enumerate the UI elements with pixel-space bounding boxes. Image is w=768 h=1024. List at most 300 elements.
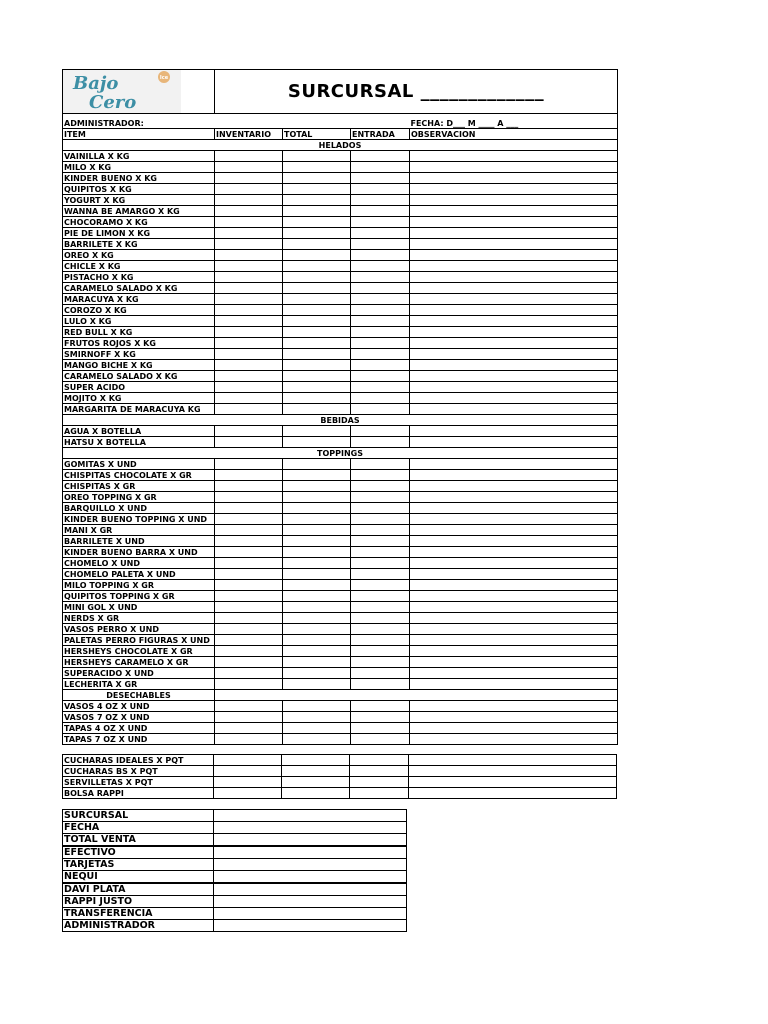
total-cell[interactable] [283, 239, 351, 250]
item-label: OREO TOPPING X GR [63, 492, 215, 503]
total-cell[interactable] [283, 470, 351, 481]
inventario-cell[interactable] [215, 613, 283, 624]
table-row [63, 371, 618, 382]
observacion-cell[interactable] [410, 701, 618, 712]
observacion-cell[interactable] [410, 580, 618, 591]
table-row [63, 305, 618, 316]
observacion-cell[interactable] [409, 766, 617, 777]
table-row [63, 657, 618, 668]
total-cell[interactable] [283, 327, 351, 338]
item-label: KINDER BUENO BARRA X UND [63, 547, 215, 558]
total-cell[interactable] [283, 492, 351, 503]
inventario-cell[interactable] [215, 151, 283, 162]
observacion-cell[interactable] [410, 404, 618, 415]
total-cell[interactable] [282, 755, 350, 766]
inventario-cell[interactable] [215, 283, 283, 294]
entrada-cell[interactable] [351, 316, 410, 327]
total-cell[interactable] [283, 382, 351, 393]
inventario-cell[interactable] [215, 536, 283, 547]
item-label: MARGARITA DE MARACUYA KG [63, 404, 215, 415]
entrada-cell[interactable] [351, 470, 410, 481]
total-cell[interactable] [283, 701, 351, 712]
item-label: CHISPITAS X GR [63, 481, 215, 492]
summary-value-cell[interactable] [214, 859, 407, 871]
entrada-cell[interactable] [351, 657, 410, 668]
total-cell[interactable] [283, 294, 351, 305]
item-label: TAPAS 4 OZ X UND [63, 723, 215, 734]
table-row [63, 404, 618, 415]
col-total: TOTAL [283, 129, 351, 140]
total-cell[interactable] [282, 777, 350, 788]
entrada-cell[interactable] [351, 195, 410, 206]
total-cell[interactable] [283, 305, 351, 316]
total-cell[interactable] [283, 360, 351, 371]
observacion-cell[interactable] [410, 228, 618, 239]
total-cell[interactable] [283, 503, 351, 514]
bajo-cero-logo [63, 70, 214, 113]
observacion-cell[interactable] [410, 635, 618, 646]
inventario-cell[interactable] [214, 788, 282, 799]
summary-row [63, 822, 407, 834]
inventario-cell[interactable] [215, 371, 283, 382]
entrada-cell[interactable] [351, 349, 410, 360]
inventario-cell[interactable] [215, 338, 283, 349]
total-cell[interactable] [283, 723, 351, 734]
total-cell[interactable] [283, 206, 351, 217]
inventario-cell[interactable] [214, 755, 282, 766]
inventario-cell[interactable] [215, 195, 283, 206]
observacion-cell[interactable] [410, 547, 618, 558]
observacion-cell[interactable] [410, 250, 618, 261]
entrada-cell[interactable] [351, 261, 410, 272]
inventario-cell[interactable] [215, 327, 283, 338]
inventario-cell[interactable] [215, 602, 283, 613]
inventario-cell[interactable] [215, 261, 283, 272]
table-row [63, 162, 618, 173]
table-row [63, 437, 618, 448]
total-cell[interactable] [283, 536, 351, 547]
inventario-cell[interactable] [215, 239, 283, 250]
entrada-cell[interactable] [351, 712, 410, 723]
inventario-cell[interactable] [215, 382, 283, 393]
observacion-cell[interactable] [410, 360, 618, 371]
entrada-cell[interactable] [351, 327, 410, 338]
table-row [63, 492, 618, 503]
observacion-cell[interactable] [410, 679, 618, 690]
entrada-cell[interactable] [350, 755, 409, 766]
total-cell[interactable] [283, 283, 351, 294]
inventario-cell[interactable] [215, 228, 283, 239]
total-cell[interactable] [283, 272, 351, 283]
total-cell[interactable] [283, 668, 351, 679]
item-label: VASOS 4 OZ X UND [63, 701, 215, 712]
total-cell[interactable] [283, 602, 351, 613]
date-label: FECHA: D___ M ____ A ___ [410, 114, 618, 129]
total-cell[interactable] [283, 547, 351, 558]
entrada-cell[interactable] [351, 459, 410, 470]
summary-value-cell[interactable] [214, 908, 407, 920]
inventario-cell[interactable] [215, 679, 283, 690]
entrada-cell[interactable] [351, 162, 410, 173]
observacion-cell[interactable] [410, 569, 618, 580]
inventario-cell[interactable] [215, 459, 283, 470]
total-cell[interactable] [283, 591, 351, 602]
total-cell[interactable] [283, 173, 351, 184]
inventario-cell[interactable] [215, 305, 283, 316]
total-cell[interactable] [283, 734, 351, 745]
entrada-cell[interactable] [351, 547, 410, 558]
observacion-cell[interactable] [409, 788, 617, 799]
observacion-cell[interactable] [410, 294, 618, 305]
summary-value-cell[interactable] [214, 871, 407, 884]
inventario-cell[interactable] [215, 569, 283, 580]
total-cell[interactable] [283, 657, 351, 668]
inventario-cell[interactable] [215, 558, 283, 569]
observacion-cell[interactable] [409, 755, 617, 766]
observacion-cell[interactable] [409, 777, 617, 788]
entrada-cell[interactable] [351, 679, 410, 690]
observacion-cell[interactable] [410, 151, 618, 162]
inventario-cell[interactable] [215, 646, 283, 657]
total-cell[interactable] [283, 459, 351, 470]
observacion-cell[interactable] [410, 327, 618, 338]
inventario-cell[interactable] [215, 525, 283, 536]
total-cell[interactable] [283, 195, 351, 206]
observacion-cell[interactable] [410, 536, 618, 547]
table-row [63, 184, 618, 195]
inventario-cell[interactable] [215, 503, 283, 514]
observacion-cell[interactable] [410, 613, 618, 624]
observacion-cell[interactable] [410, 668, 618, 679]
observacion-cell[interactable] [410, 338, 618, 349]
total-cell[interactable] [283, 558, 351, 569]
inventario-cell[interactable] [215, 184, 283, 195]
total-cell[interactable] [283, 393, 351, 404]
inventario-cell[interactable] [215, 547, 283, 558]
entrada-cell[interactable] [351, 151, 410, 162]
inventario-cell[interactable] [215, 624, 283, 635]
sales-summary-table [62, 809, 407, 932]
total-cell[interactable] [283, 426, 351, 437]
inventario-cell[interactable] [215, 360, 283, 371]
logo-badge: Ice [159, 75, 169, 81]
summary-label: NEQUI [63, 871, 214, 884]
total-cell[interactable] [283, 712, 351, 723]
summary-value-cell[interactable] [214, 846, 407, 859]
inventario-cell[interactable] [215, 668, 283, 679]
total-cell[interactable] [283, 162, 351, 173]
table-row [63, 426, 618, 437]
table-row [63, 602, 618, 613]
item-label: VAINILLA X KG [63, 151, 215, 162]
observacion-cell[interactable] [410, 272, 618, 283]
inventario-cell[interactable] [214, 777, 282, 788]
entrada-cell[interactable] [351, 360, 410, 371]
table-row [63, 580, 618, 591]
observacion-cell[interactable] [410, 371, 618, 382]
entrada-cell[interactable] [351, 580, 410, 591]
item-label: CHOCORAMO X KG [63, 217, 215, 228]
item-label: CUCHARAS IDEALES X PQT [63, 755, 214, 766]
inventario-cell[interactable] [215, 470, 283, 481]
item-label: MANGO BICHE X KG [63, 360, 215, 371]
observacion-cell[interactable] [410, 503, 618, 514]
total-cell[interactable] [283, 437, 351, 448]
summary-value-cell[interactable] [214, 822, 407, 834]
inventario-cell[interactable] [215, 173, 283, 184]
table-row [63, 536, 618, 547]
total-cell[interactable] [283, 404, 351, 415]
table-row [63, 206, 618, 217]
observacion-cell[interactable] [410, 712, 618, 723]
observacion-cell[interactable] [410, 525, 618, 536]
entrada-cell[interactable] [351, 426, 410, 437]
observacion-cell[interactable] [410, 173, 618, 184]
entrada-cell[interactable] [351, 514, 410, 525]
summary-value-cell[interactable] [214, 896, 407, 908]
table-row [63, 777, 617, 788]
section-header-toppings [63, 448, 618, 459]
summary-value-cell[interactable] [214, 834, 407, 847]
item-label: AGUA X BOTELLA [63, 426, 215, 437]
summary-label: TOTAL VENTA [63, 834, 214, 847]
observacion-cell[interactable] [410, 261, 618, 272]
table-row [63, 624, 618, 635]
entrada-cell[interactable] [351, 239, 410, 250]
col-observacion: OBSERVACION [410, 129, 618, 140]
entrada-cell[interactable] [351, 525, 410, 536]
total-cell[interactable] [283, 514, 351, 525]
entrada-cell[interactable] [350, 766, 409, 777]
observacion-cell[interactable] [410, 723, 618, 734]
table-row [63, 558, 618, 569]
observacion-cell[interactable] [410, 437, 618, 448]
entrada-cell[interactable] [351, 481, 410, 492]
total-cell[interactable] [282, 788, 350, 799]
observacion-cell[interactable] [410, 206, 618, 217]
inventario-cell[interactable] [214, 766, 282, 777]
inventario-cell[interactable] [215, 481, 283, 492]
item-label: QUIPITOS TOPPING X GR [63, 591, 215, 602]
inventario-cell[interactable] [215, 349, 283, 360]
inventario-cell[interactable] [215, 635, 283, 646]
observacion-cell[interactable] [410, 162, 618, 173]
observacion-cell[interactable] [410, 305, 618, 316]
entrada-cell[interactable] [351, 250, 410, 261]
inventario-cell[interactable] [215, 217, 283, 228]
observacion-cell[interactable] [410, 283, 618, 294]
item-label: VASOS 7 OZ X UND [63, 712, 215, 723]
inventario-cell[interactable] [215, 404, 283, 415]
inventario-cell[interactable] [215, 701, 283, 712]
table-row [63, 547, 618, 558]
entrada-cell[interactable] [351, 492, 410, 503]
table-row [63, 261, 618, 272]
inventario-cell[interactable] [215, 250, 283, 261]
inventario-cell[interactable] [215, 492, 283, 503]
entrada-cell[interactable] [351, 173, 410, 184]
inventario-cell[interactable] [215, 514, 283, 525]
observacion-cell[interactable] [410, 195, 618, 206]
section-title: HELADOS [63, 140, 618, 151]
total-cell[interactable] [283, 338, 351, 349]
entrada-cell[interactable] [351, 503, 410, 514]
item-label: BARRILETE X KG [63, 239, 215, 250]
observacion-cell[interactable] [410, 514, 618, 525]
observacion-cell[interactable] [410, 316, 618, 327]
table-row [63, 195, 618, 206]
item-label: COROZO X KG [63, 305, 215, 316]
total-cell[interactable] [283, 228, 351, 239]
inventario-cell[interactable] [215, 591, 283, 602]
observacion-cell[interactable] [410, 184, 618, 195]
total-cell[interactable] [283, 580, 351, 591]
observacion-cell[interactable] [410, 646, 618, 657]
entrada-cell[interactable] [351, 734, 410, 745]
summary-value-cell[interactable] [214, 883, 407, 896]
item-label: MOJITO X KG [63, 393, 215, 404]
observacion-cell[interactable] [410, 481, 618, 492]
entrada-cell[interactable] [351, 591, 410, 602]
administrator-label: ADMINISTRADOR: [63, 114, 351, 129]
entrada-cell[interactable] [350, 777, 409, 788]
summary-label: FECHA [63, 822, 214, 834]
entrada-cell[interactable] [350, 788, 409, 799]
table-row [63, 316, 618, 327]
inventario-cell[interactable] [215, 426, 283, 437]
inventario-cell[interactable] [215, 657, 283, 668]
inventario-cell[interactable] [215, 393, 283, 404]
entrada-cell[interactable] [351, 283, 410, 294]
entrada-cell[interactable] [351, 305, 410, 316]
summary-label: TARJETAS [63, 859, 214, 871]
total-cell[interactable] [283, 679, 351, 690]
observacion-cell[interactable] [410, 734, 618, 745]
entrada-cell[interactable] [351, 624, 410, 635]
table-row [63, 294, 618, 305]
entrada-cell[interactable] [351, 294, 410, 305]
table-row [63, 382, 618, 393]
entrada-cell[interactable] [351, 646, 410, 657]
observacion-cell[interactable] [410, 393, 618, 404]
observacion-cell[interactable] [410, 602, 618, 613]
total-cell[interactable] [283, 613, 351, 624]
item-label: MANI X GR [63, 525, 215, 536]
total-cell[interactable] [283, 569, 351, 580]
total-cell[interactable] [283, 646, 351, 657]
entrada-cell[interactable] [351, 382, 410, 393]
entrada-cell[interactable] [351, 668, 410, 679]
observacion-cell[interactable] [410, 217, 618, 228]
inventario-cell[interactable] [215, 272, 283, 283]
item-label: CARAMELO SALADO X KG [63, 283, 215, 294]
inventario-cell[interactable] [215, 437, 283, 448]
item-label: SERVILLETAS X PQT [63, 777, 214, 788]
item-label: HERSHEYS CHOCOLATE X GR [63, 646, 215, 657]
observacion-cell[interactable] [410, 459, 618, 470]
inventario-cell[interactable] [215, 723, 283, 734]
entrada-cell[interactable] [351, 701, 410, 712]
entrada-cell[interactable] [351, 569, 410, 580]
observacion-cell[interactable] [410, 426, 618, 437]
item-label: LULO X KG [63, 316, 215, 327]
entrada-cell[interactable] [351, 272, 410, 283]
entrada-cell[interactable] [351, 613, 410, 624]
inventario-cell[interactable] [215, 734, 283, 745]
entrada-cell[interactable] [351, 723, 410, 734]
inventario-cell[interactable] [215, 162, 283, 173]
summary-value-cell[interactable] [214, 810, 407, 822]
observacion-cell[interactable] [410, 239, 618, 250]
item-label: KINDER BUENO TOPPING X UND [63, 514, 215, 525]
inventario-cell[interactable] [215, 580, 283, 591]
total-cell[interactable] [283, 261, 351, 272]
entrada-cell[interactable] [351, 602, 410, 613]
total-cell[interactable] [283, 624, 351, 635]
page-title: SURCURSAL _____________ [215, 70, 618, 114]
total-cell[interactable] [283, 151, 351, 162]
total-cell[interactable] [283, 525, 351, 536]
observacion-cell[interactable] [410, 558, 618, 569]
total-cell[interactable] [283, 371, 351, 382]
item-label: NERDS X GR [63, 613, 215, 624]
observacion-cell[interactable] [410, 349, 618, 360]
inventario-cell[interactable] [215, 316, 283, 327]
table-row [63, 635, 618, 646]
observacion-cell[interactable] [410, 591, 618, 602]
item-label: MILO X KG [63, 162, 215, 173]
total-cell[interactable] [283, 635, 351, 646]
table-row [63, 514, 618, 525]
entrada-cell[interactable] [351, 206, 410, 217]
entrada-cell[interactable] [351, 536, 410, 547]
observacion-cell[interactable] [410, 382, 618, 393]
entrada-cell[interactable] [351, 217, 410, 228]
entrada-cell[interactable] [351, 371, 410, 382]
summary-value-cell[interactable] [214, 920, 407, 932]
entrada-cell[interactable] [351, 404, 410, 415]
inventario-cell[interactable] [215, 712, 283, 723]
item-label: CUCHARAS BS X PQT [63, 766, 214, 777]
total-cell[interactable] [283, 250, 351, 261]
entrada-cell[interactable] [351, 635, 410, 646]
table-row [63, 151, 618, 162]
inventario-cell[interactable] [215, 294, 283, 305]
entrada-cell[interactable] [351, 558, 410, 569]
total-cell[interactable] [283, 349, 351, 360]
total-cell[interactable] [282, 766, 350, 777]
observacion-cell[interactable] [410, 657, 618, 668]
table-row [63, 481, 618, 492]
entrada-cell[interactable] [351, 184, 410, 195]
entrada-cell[interactable] [351, 437, 410, 448]
observacion-cell[interactable] [410, 624, 618, 635]
item-label: VASOS PERRO X UND [63, 624, 215, 635]
total-cell[interactable] [283, 184, 351, 195]
entrada-cell[interactable] [351, 228, 410, 239]
table-row [63, 613, 618, 624]
observacion-cell[interactable] [410, 470, 618, 481]
entrada-cell[interactable] [351, 338, 410, 349]
summary-row [63, 920, 407, 932]
total-cell[interactable] [283, 481, 351, 492]
summary-label: DAVI PLATA [63, 883, 214, 896]
total-cell[interactable] [283, 316, 351, 327]
observacion-cell[interactable] [410, 492, 618, 503]
inventario-cell[interactable] [215, 206, 283, 217]
entrada-cell[interactable] [351, 393, 410, 404]
total-cell[interactable] [283, 217, 351, 228]
